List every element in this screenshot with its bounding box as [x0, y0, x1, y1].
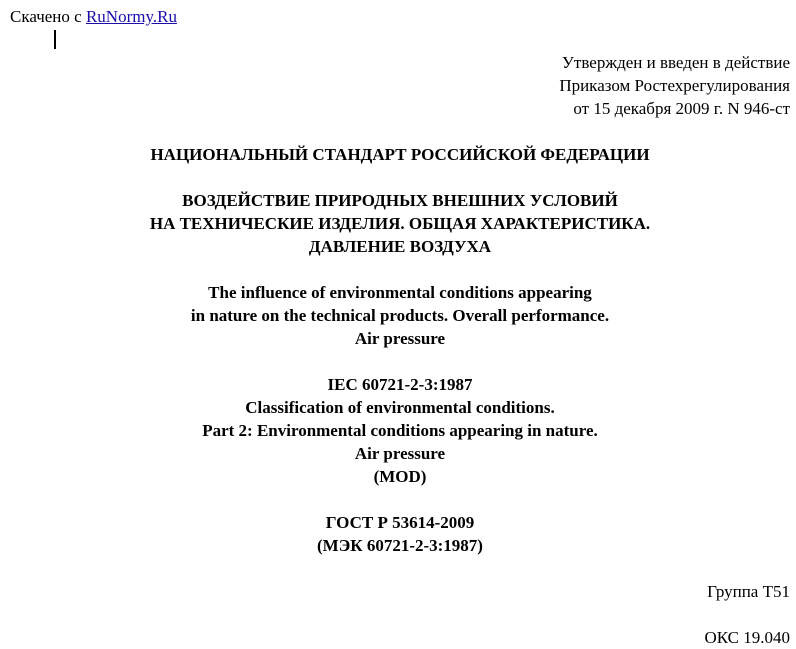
- group-label: Группа Т51: [707, 582, 790, 601]
- runormy-link[interactable]: RuNormy.Ru: [85, 7, 177, 26]
- text-cursor: [54, 30, 56, 49]
- iec-line: (MOD): [373, 467, 427, 486]
- download-source-prefix: Скачено с: [10, 7, 82, 26]
- approval-line: Приказом Ростехрегулирования: [559, 76, 790, 95]
- standard-title-block: [0, 143, 796, 166]
- standard-title: НАЦИОНАЛЬНЫЙ СТАНДАРТ РОССИЙСКОЙ ФЕДЕРАЦИИ: [150, 145, 650, 164]
- download-source-line: [10, 5, 177, 28]
- title-en-line: The influence of environmental conditions appearing: [208, 283, 592, 302]
- title-ru-line: НА ТЕХНИЧЕСКИЕ ИЗДЕЛИЯ. ОБЩАЯ ХАРАКТЕРИСТИКА.: [149, 214, 651, 233]
- gost-iec-equivalent: (МЭК 60721-2-3:1987): [317, 536, 483, 555]
- russian-title-block: [0, 189, 796, 258]
- gost-designation-block: [0, 511, 796, 557]
- iec-line: Part 2: Environmental conditions appearing in nature.: [202, 421, 598, 440]
- iec-line: Air pressure: [354, 444, 446, 463]
- approval-line: от 15 декабря 2009 г. N 946-ст: [573, 99, 790, 118]
- title-en-line: Air pressure: [354, 329, 446, 348]
- english-title-block: [0, 281, 796, 350]
- iec-line: Classification of environmental conditions.: [245, 398, 555, 417]
- approval-line: Утвержден и введен в действие: [561, 53, 790, 72]
- title-ru-line: ВОЗДЕЙСТВИЕ ПРИРОДНЫХ ВНЕШНИХ УСЛОВИЙ: [182, 191, 618, 210]
- approval-block: [559, 51, 790, 120]
- oks-code: ОКС 19.040: [704, 628, 790, 647]
- title-ru-line: ДАВЛЕНИЕ ВОЗДУХА: [308, 237, 492, 256]
- title-en-line: in nature on the technical products. Overall performance.: [190, 306, 610, 325]
- gost-number: ГОСТ Р 53614-2009: [325, 513, 475, 532]
- iec-line: IEC 60721-2-3:1987: [327, 375, 473, 394]
- iec-reference-block: [0, 373, 796, 488]
